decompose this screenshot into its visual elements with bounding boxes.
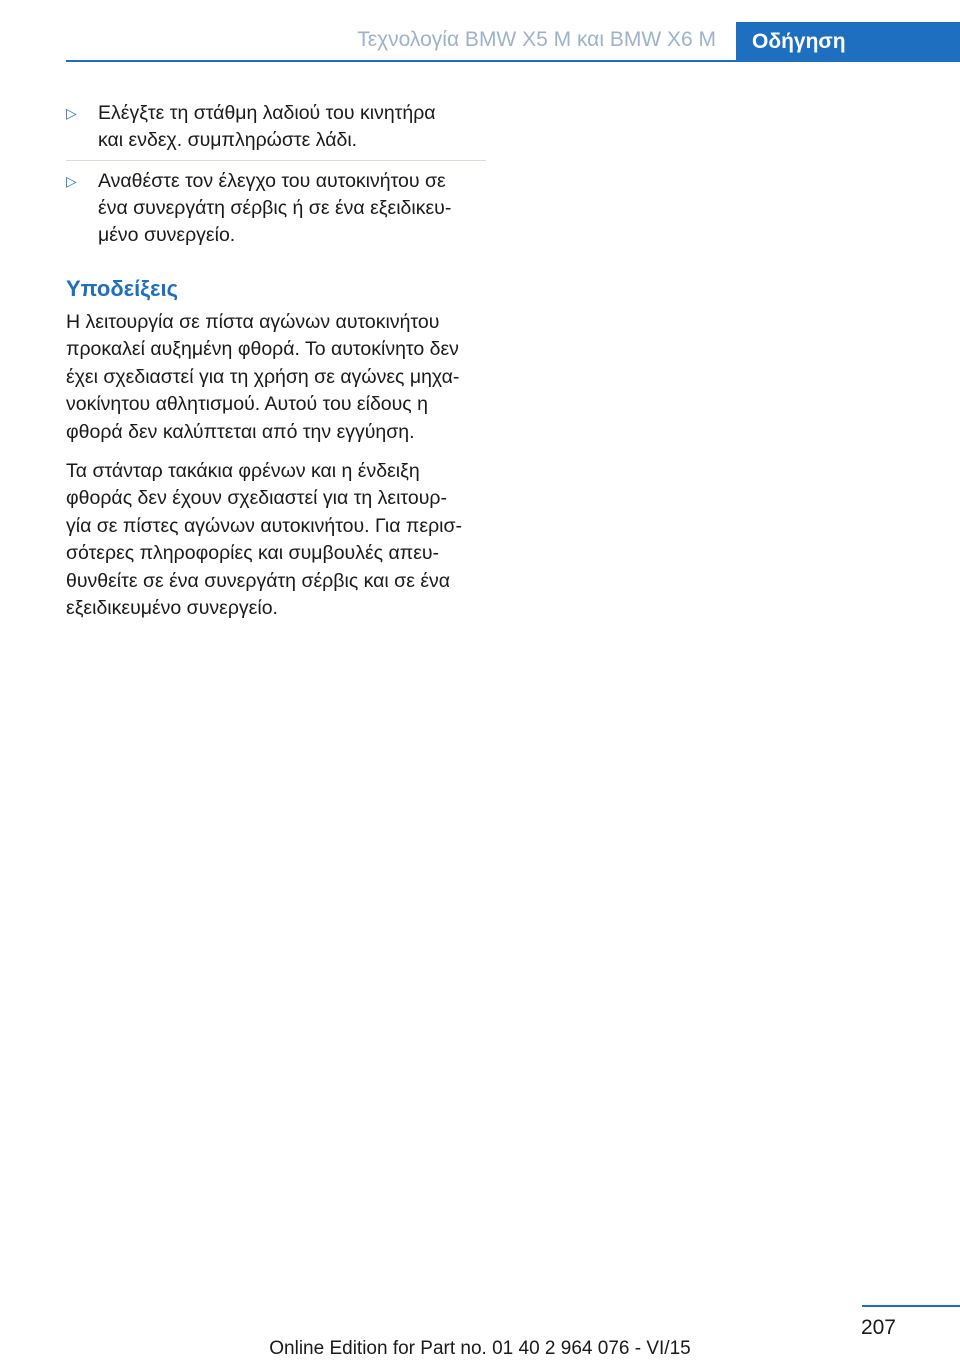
page-header <box>0 22 960 62</box>
bullet-line: μένο συνεργείο. <box>98 224 236 246</box>
bullet-line: και ενδεχ. συμπληρώστε λάδι. <box>98 129 358 151</box>
paragraph-line: εξειδικευμένο συνεργείο. <box>66 597 278 620</box>
paragraph-line: φθορά δεν καλύπτεται από την εγγύηση. <box>66 420 415 443</box>
triangle-right-icon: ▷ <box>66 105 77 121</box>
header-section-tab: Οδήγηση <box>736 22 960 62</box>
triangle-right-icon: ▷ <box>66 173 77 189</box>
bullet-line: Αναθέστε τον έλεγχο του αυτοκινήτου σε <box>98 170 446 192</box>
bullet-line: ένα συνεργάτη σέρβις ή σε ένα εξειδικευ‐ <box>98 197 452 219</box>
paragraph-line: θυνθείτε σε ένα συνεργάτη σέρβις και σε ένα <box>66 569 451 592</box>
footer-edition: Online Edition for Part no. 01 40 2 964 076 - VI/15 <box>269 1338 691 1359</box>
bullet-item <box>66 100 486 154</box>
paragraph-line: γία σε πίστες αγώνων αυτοκινήτου. Για περισ‐ <box>66 514 463 537</box>
header-rule <box>66 60 736 62</box>
footer-rule <box>862 1305 960 1307</box>
paragraph-line: προκαλεί αυξημένη φθορά. Το αυτοκίνητο δεν <box>66 338 459 361</box>
bullet-item <box>66 168 486 249</box>
bullet-divider <box>66 160 486 161</box>
main-content <box>66 100 486 634</box>
paragraph-line: Η λειτουργία σε πίστα αγώνων αυτοκινήτου <box>66 311 440 333</box>
section-heading: Υποδείξεις <box>66 276 179 301</box>
paragraph <box>66 458 486 622</box>
paragraph <box>66 309 486 446</box>
paragraph-line: σότερες πληροφορίες και συμβουλές απευ‐ <box>66 542 440 565</box>
paragraph-line: έχει σχεδιαστεί για τη χρήση σε αγώνες μηχα‐ <box>66 365 460 388</box>
bullet-line: Ελέγξτε τη στάθμη λαδιού του κινητήρα <box>98 102 436 124</box>
paragraph-line: φθοράς δεν έχουν σχεδιαστεί για τη λειτουρ‐ <box>66 487 447 510</box>
page-number: 207 <box>860 1316 896 1339</box>
paragraph-line: νοκίνητου αθλητισμού. Αυτού του είδους η <box>66 393 428 416</box>
paragraph-line: Τα στάνταρ τακάκια φρένων και η ένδειξη <box>66 460 420 483</box>
header-title: Τεχνολογία BMW X5 M και BMW X6 M <box>357 28 716 51</box>
